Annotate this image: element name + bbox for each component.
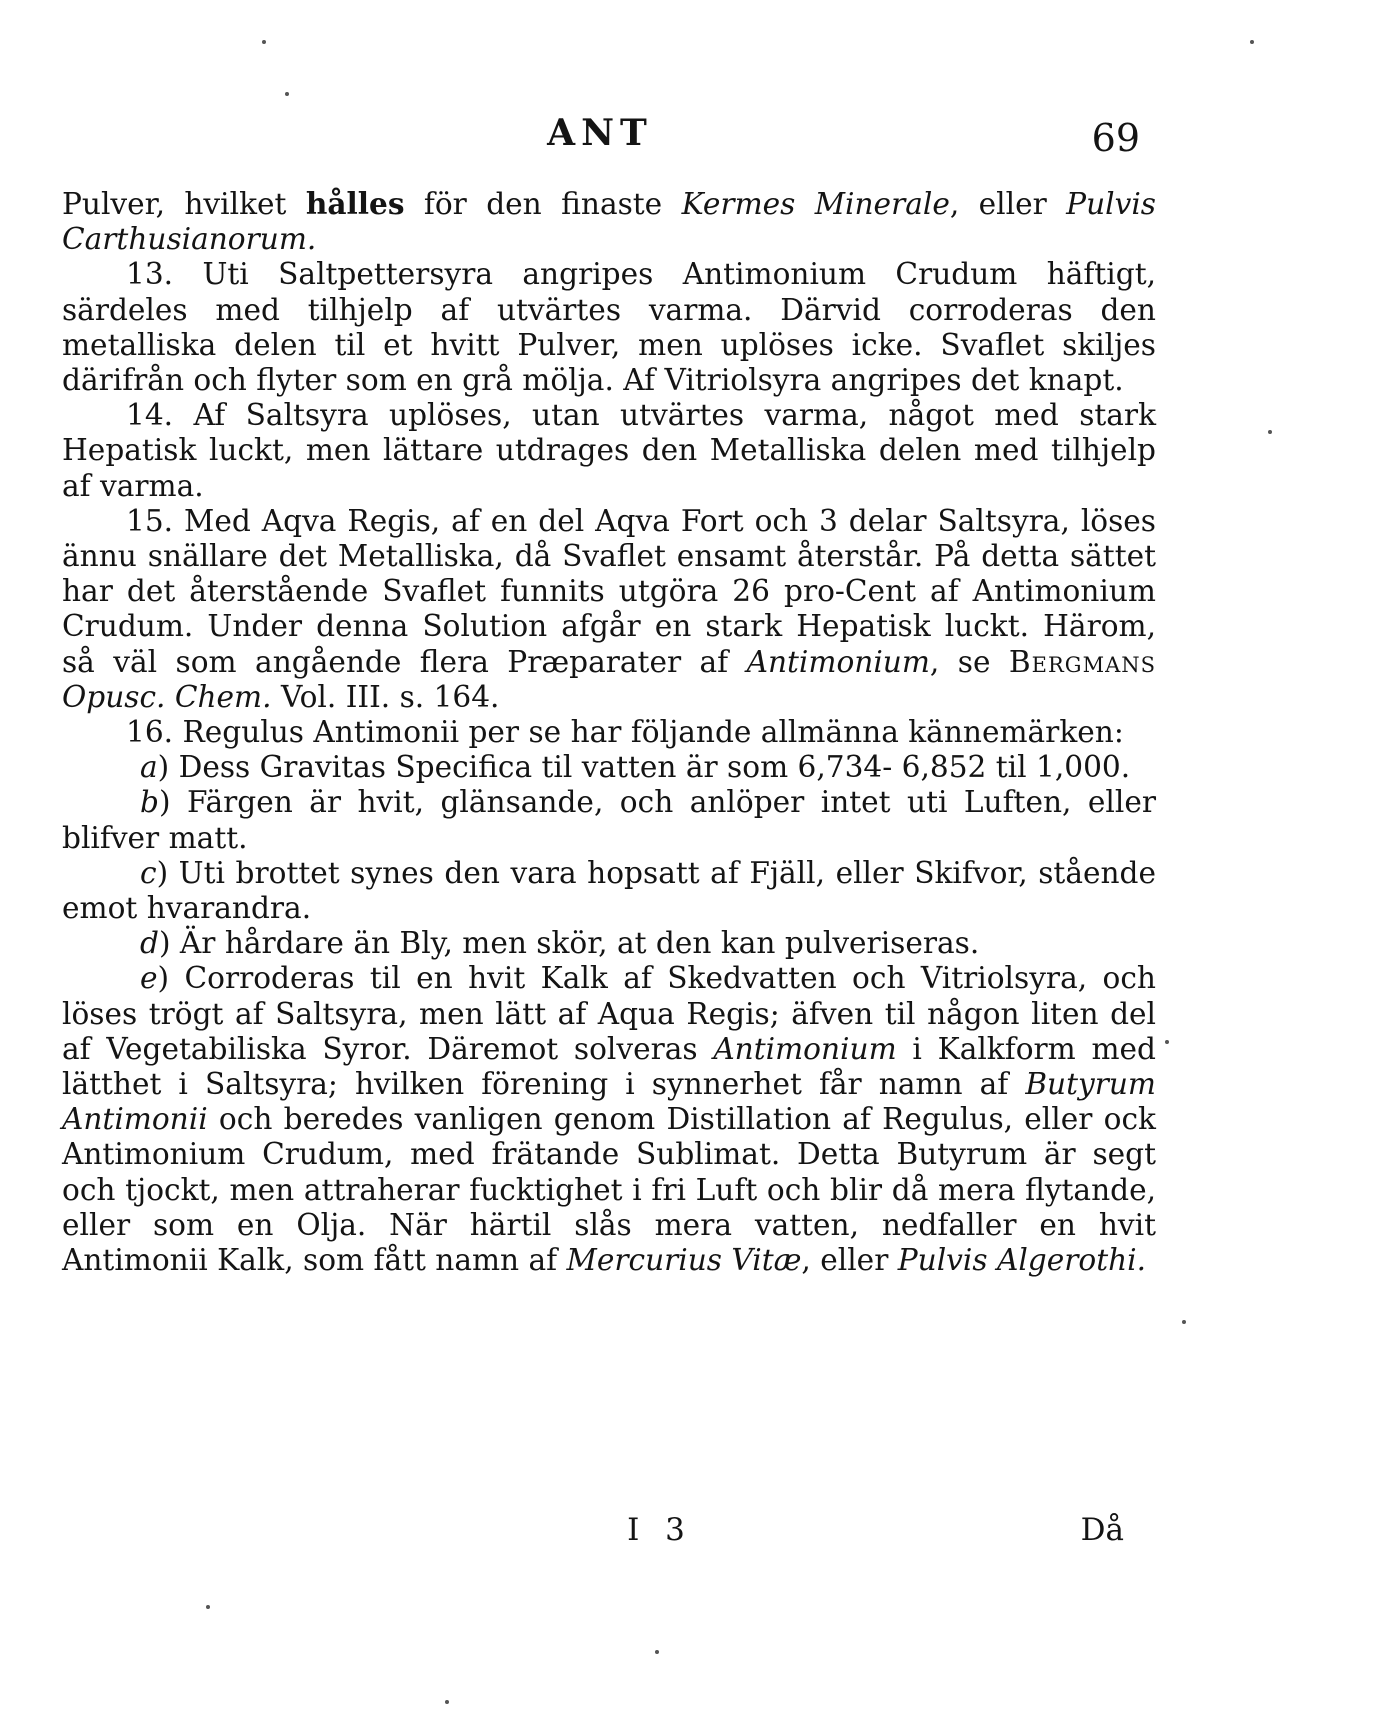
paragraph [62, 750, 1156, 785]
page-number: 69 [1091, 116, 1140, 160]
text-segment: Pulver, hvilket [62, 187, 306, 221]
text-segment: Antimonium [746, 644, 930, 679]
text-segment: 16. Regulus Antimonii per se har följande allmänna kännemärken: [126, 715, 1124, 750]
text-segment: ) Dess Gravitas Specifica til vatten är som 6,734- 6,852 til 1,000. [157, 750, 1131, 785]
text-segment: a [140, 750, 158, 785]
catchword: Då [1080, 1512, 1124, 1548]
text-segment: i Kalkform med lätthet i Saltsyra; hvilken förening i synnerhet får namn af [62, 1031, 1156, 1102]
text-segment: 14. Af Saltsyra uplöses, utan utvärtes varma, något med stark Hepatisk luckt, men lättare utdrages den Metalliska delen med tilhjelp af varma. [62, 398, 1156, 503]
text-segment: Bergmans [1008, 644, 1157, 679]
paragraph [62, 785, 1156, 855]
text-segment: Kermes Minerale [681, 187, 950, 221]
text-segment: Vol. III. s. 164. [271, 679, 500, 714]
paper-speck [285, 92, 289, 96]
body-text [62, 186, 1156, 1278]
paper-speck [445, 1700, 449, 1704]
text-segment: , se [929, 644, 1009, 679]
page-header [60, 112, 1140, 162]
paragraph [62, 398, 1156, 504]
paragraph [62, 926, 1156, 961]
text-segment: ) Färgen är hvit, glänsande, och anlöper intet uti Luften, eller blifver matt. [62, 785, 1156, 855]
paragraph [62, 504, 1156, 715]
paper-speck [1250, 40, 1254, 44]
text-segment: , eller [949, 187, 1067, 221]
paragraph [62, 715, 1156, 750]
signature-mark: I 3 [627, 1512, 693, 1548]
text-segment: 13. Uti Saltpettersyra angripes Antimonium Crudum häftigt, särdeles med tilhjelp af utvärtes varma. Därvid corroderas den metalliska delen til et hvitt Pulver, men uplöses icke. Svaflet skiljes därifrån och flyter som en grå mölja. Af Vitriolsyra angripes det knapt. [62, 257, 1156, 398]
text-segment: , eller [801, 1243, 898, 1278]
text-segment: ) Uti brottet synes den vara hopsatt af Fjäll, eller Skifvor, stående emot hvarandra. [62, 855, 1156, 926]
running-head: ANT [547, 112, 653, 154]
text-segment: hålles [305, 186, 405, 221]
paragraph [62, 257, 1156, 398]
paper-speck [206, 1605, 210, 1609]
paper-speck [1182, 1320, 1186, 1324]
paper-speck [1165, 1040, 1169, 1044]
paper-speck [262, 40, 266, 44]
text-segment: Opusc. Chem. [62, 679, 272, 714]
text-segment: Butyrum Antimonii [62, 1067, 1156, 1137]
paragraph [62, 856, 1156, 926]
text-segment: Antimonium [713, 1031, 897, 1066]
page-footer [60, 1512, 1140, 1562]
text-segment: 15. Med Aqva Regis, af en del Aqva Fort och 3 delar Saltsyra, löses ännu snällare det Metalliska, då Svaflet ensamt återstår. På detta sättet har det återstående Svaflet funnits utgöra 26 pro-Cent af Antimonium Crudum. Under denna Solution afgår en stark Hepatisk luckt. Härom, så väl som angående flera Præparater af [62, 503, 1156, 679]
text-segment: e [140, 961, 158, 996]
text-segment: för den finaste [404, 187, 682, 221]
text-segment: Mercurius Vitæ [566, 1243, 802, 1278]
text-segment: ) Corroderas til en hvit Kalk af Skedvatten och Vitriolsyra, och löses trögt af Saltsyra, men lätt af Aqua Regis; äfven til någon liten del af Vegetabiliska Syror. Däremot solveras [62, 961, 1156, 1066]
paper-speck [1268, 430, 1272, 434]
paragraph [62, 186, 1156, 257]
text-segment: c [140, 855, 157, 890]
paper-speck [655, 1650, 659, 1654]
text-segment: Pulvis Carthusianorum. [62, 187, 1156, 257]
paragraph [62, 961, 1156, 1278]
text-segment: ) Är hårdare än Bly, men skör, at den kan pulveriseras. [158, 926, 980, 961]
text-segment: och beredes vanligen genom Distillation af Regulus, eller ock Antimonium Crudum, med frätande Sublimat. Detta Butyrum är segt och tjockt, men attraherar fucktighet i fri Luft och blir då mera flytande, eller som en Olja. När härtil slås mera vatten, nedfaller en hvit Antimonii Kalk, som fått namn af [62, 1102, 1156, 1278]
text-segment: Pulvis Algerothi. [897, 1243, 1147, 1278]
text-segment: d [140, 926, 159, 961]
text-segment: b [140, 785, 159, 820]
